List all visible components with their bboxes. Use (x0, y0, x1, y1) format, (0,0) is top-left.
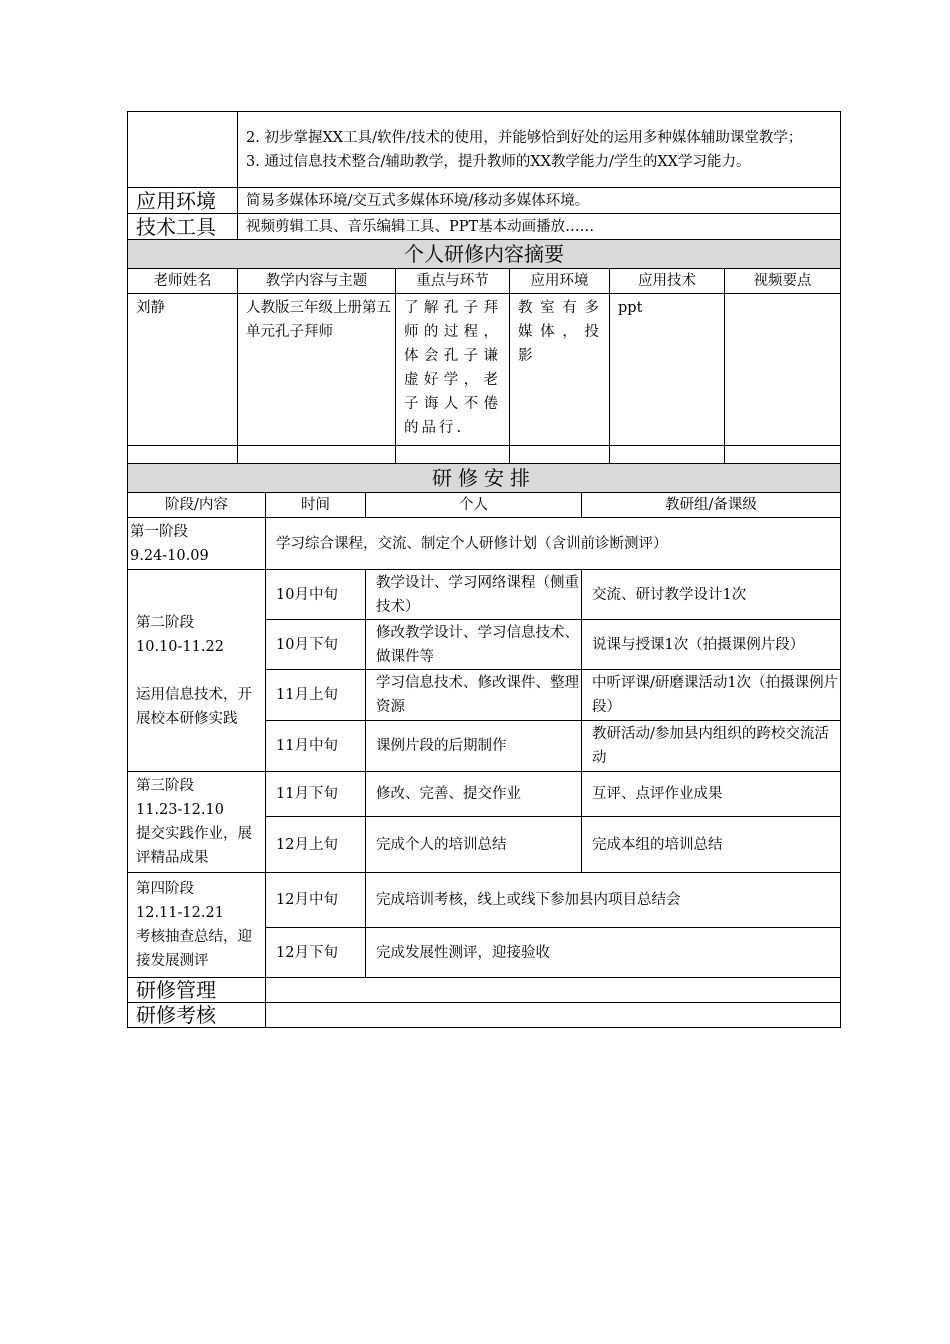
env-content: 教室有多媒体，投影 (510, 294, 610, 446)
assess-label: 研修考核 (128, 1003, 266, 1028)
summary-title: 个人研修内容摘要 (128, 240, 841, 269)
env-value: 简易多媒体环境/交互式多媒体环境/移动多媒体环境。 (238, 188, 841, 214)
header-env: 应用环境 (510, 269, 610, 294)
schedule-table (127, 463, 841, 1028)
group-cell: 完成本组的培训总结 (582, 817, 841, 873)
group-cell: 说课与授课1次（拍摄课例片段） (582, 620, 841, 670)
stage1-cell (128, 518, 266, 570)
video-content (725, 294, 841, 446)
assess-value (266, 1003, 841, 1028)
stage1-text: 学习综合课程，交流、制定个人研修计划（含训前诊断测评） (266, 518, 841, 570)
time-cell: 12月上旬 (266, 817, 366, 873)
mgmt-value (266, 978, 841, 1003)
empty-cell (238, 446, 396, 464)
header-tech: 应用技术 (610, 269, 725, 294)
tools-label: 技术工具 (128, 214, 238, 240)
focus-content: 了解孔子拜师的过程，体会孔子谦虚好学，老子诲人不倦的品行. (396, 294, 510, 446)
time-cell: 11月中旬 (266, 721, 366, 772)
header-group: 教研组/备课级 (582, 493, 841, 518)
header-personal: 个人 (366, 493, 582, 518)
tools-value: 视频剪辑工具、音乐编辑工具、PPT基本动画播放…… (238, 214, 841, 240)
group-cell: 教研活动/参加县内组织的跨校交流活动 (582, 721, 841, 772)
time-cell: 11月下旬 (266, 772, 366, 817)
stage4-cell (128, 873, 266, 978)
personal-cell: 修改、完善、提交作业 (366, 772, 582, 817)
goal-2: 2. 初步掌握XX工具/软件/技术的使用，并能够恰到好处的运用多种媒体辅助课堂教学； (246, 129, 803, 146)
empty-cell (610, 446, 725, 464)
group-cell: 互评、点评作业成果 (582, 772, 841, 817)
group-cell: 中听评课/研磨课活动1次（拍摄课例片段） (582, 670, 841, 721)
stage2-desc: 运用信息技术，开展校本研修实践 (136, 686, 252, 727)
stage4-name: 第四阶段 (136, 881, 194, 897)
stage4-text: 完成培训考核，线上或线下参加县内项目总结会 (366, 873, 841, 928)
group-cell: 交流、研讨教学设计1次 (582, 570, 841, 620)
empty-cell (725, 446, 841, 464)
plan-document (127, 111, 840, 1028)
empty-cell (510, 446, 610, 464)
empty-cell (396, 446, 510, 464)
stage3-dates: 11.23-12.10 (136, 802, 224, 818)
tech-content: ppt (610, 294, 725, 446)
stage4-text: 完成发展性测评，迎接验收 (366, 928, 841, 978)
top-table (127, 111, 841, 240)
time-cell: 11月上旬 (266, 670, 366, 721)
header-time: 时间 (266, 493, 366, 518)
teacher-name: 刘静 (128, 294, 238, 446)
stage3-cell (128, 772, 266, 873)
time-cell: 12月下旬 (266, 928, 366, 978)
header-focus: 重点与环节 (396, 269, 510, 294)
blank-cell (128, 112, 238, 188)
time-cell: 10月中旬 (266, 570, 366, 620)
header-teacher: 老师姓名 (128, 269, 238, 294)
header-content: 教学内容与主题 (238, 269, 396, 294)
personal-cell: 修改教学设计、学习信息技术、做课件等 (366, 620, 582, 670)
summary-table (127, 239, 841, 464)
stage2-cell (128, 570, 266, 772)
personal-cell: 完成个人的培训总结 (366, 817, 582, 873)
goals-cell (238, 112, 841, 188)
mgmt-label: 研修管理 (128, 978, 266, 1003)
header-stage: 阶段/内容 (128, 493, 266, 518)
empty-cell (128, 446, 238, 464)
goal-3: 3. 通过信息技术整合/辅助教学，提升教师的XX教学能力/学生的XX学习能力。 (246, 153, 751, 170)
stage1-name: 第一阶段 (130, 523, 188, 540)
personal-cell: 教学设计、学习网络课程（侧重技术） (366, 570, 582, 620)
stage3-name: 第三阶段 (136, 778, 194, 794)
time-cell: 10月下旬 (266, 620, 366, 670)
stage2-dates: 10.10-11.22 (136, 638, 224, 655)
time-cell: 12月中旬 (266, 873, 366, 928)
personal-cell: 学习信息技术、修改课件、整理资源 (366, 670, 582, 721)
header-video: 视频要点 (725, 269, 841, 294)
stage2-name: 第二阶段 (136, 614, 194, 631)
stage3-desc: 提交实践作业，展评精品成果 (136, 826, 252, 866)
stage4-desc: 考核抽查总结，迎接发展测评 (136, 929, 252, 969)
schedule-title: 研修安排 (128, 464, 841, 493)
stage1-dates: 9.24-10.09 (130, 547, 209, 564)
teaching-content: 人教版三年级上册第五单元孔子拜师 (238, 294, 396, 446)
stage4-dates: 12.11-12.21 (136, 905, 224, 921)
personal-cell: 课例片段的后期制作 (366, 721, 582, 772)
env-label: 应用环境 (128, 188, 238, 214)
